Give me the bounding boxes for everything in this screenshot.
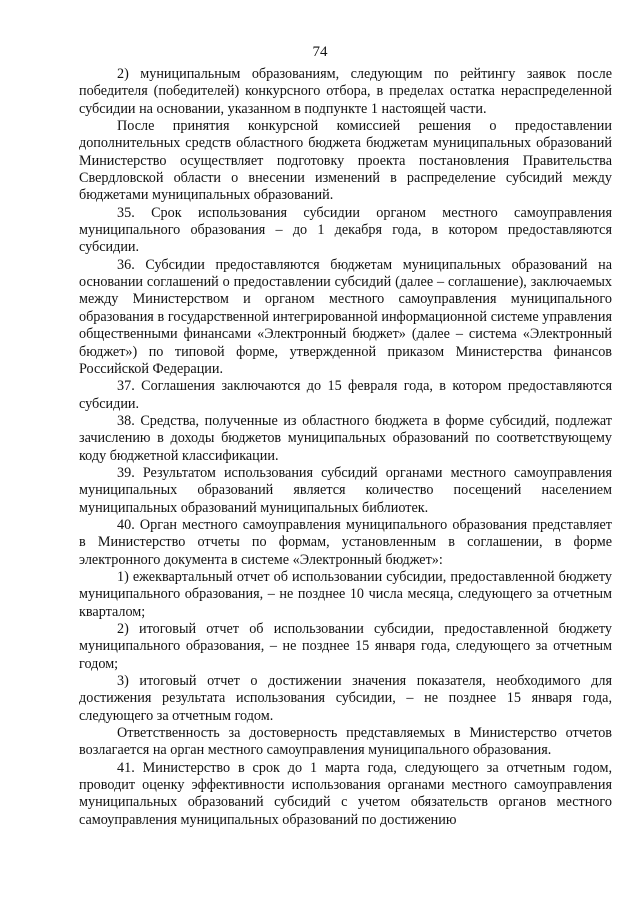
paragraph-clause-39: 39. Результатом использования субсидий органами местного самоуправления муниципальных образований является количество посещений населением муниципальных образований муниципальных библиотек. <box>79 464 612 516</box>
paragraph-report-2: 2) итоговый отчет об использовании субсидии, предоставленной бюджету муниципального образования, – не позднее 15 января года, следующего за отчетным годом; <box>79 621 612 672</box>
paragraph-report-3: 3) итоговый отчет о достижении значения показателя, необходимого для достижения результата использования субсидии, – не позднее 15 января года, следующего за отчетным годом. <box>79 673 612 724</box>
document-body <box>79 66 612 829</box>
paragraph-report-1: 1) ежеквартальный отчет об использовании субсидии, предоставленной бюджету муниципального образования, – не позднее 10 числа месяца, следующего за отчетным кварталом; <box>79 568 612 620</box>
paragraph-clause-41: 41. Министерство в срок до 1 марта года, следующего за отчетным годом, проводит оценку эффективности использования органами местного самоуправления муниципальных образований субсидий с учетом обязательств органов местного самоуправления муниципальных образований по достижению <box>79 759 612 828</box>
paragraph-responsibility: Ответственность за достоверность представляемых в Министерство отчетов возлагается на орган местного самоуправления муниципального образования. <box>79 725 612 759</box>
paragraph-clause-36: 36. Субсидии предоставляются бюджетам муниципальных образований на основании соглашений о предоставлении субсидий (далее – соглашение), заключаемых между Министерством и органом местного самоуправления муниципального образования в государственной интегрированной информационной системе управления общественными финансами «Электронный бюджет» (далее – система «Электронный бюджет») по типовой форме, утвержденной приказом Министерства финансов Российской Федерации. <box>79 256 612 377</box>
page-number: 74 <box>312 44 328 60</box>
paragraph-commission-decision: После принятия конкурсной комиссией решения о предоставлении дополнительных средств областного бюджета бюджетам муниципальных образований Министерство осуществляет подготовку проекта постановления Правительства Свердловской области о внесении изменений в распределение субсидий между бюджетами муниципальных образований. <box>79 118 612 204</box>
paragraph-item-2: 2) муниципальным образованиям, следующим по рейтингу заявок после победителя (победителей) конкурсного отбора, в пределах остатка нераспределенной субсидии на основании, указанном в подпункте 1 настоящей части. <box>79 66 612 117</box>
paragraph-clause-37: 37. Соглашения заключаются до 15 февраля года, в котором предоставляются субсидии. <box>79 378 612 412</box>
paragraph-clause-38: 38. Средства, полученные из областного бюджета в форме субсидий, подлежат зачислению в доходы бюджетов муниципальных образований по соответствующему коду бюджетной классификации. <box>79 412 612 464</box>
paragraph-clause-40: 40. Орган местного самоуправления муниципального образования представляет в Министерство отчеты по формам, установленным в соглашении, в форме электронного документа в системе «Электронный бюджет»: <box>79 516 612 568</box>
paragraph-clause-35: 35. Срок использования субсидии органом местного самоуправления муниципального образования – до 1 декабря года, в котором предоставляются субсидии. <box>79 204 612 256</box>
